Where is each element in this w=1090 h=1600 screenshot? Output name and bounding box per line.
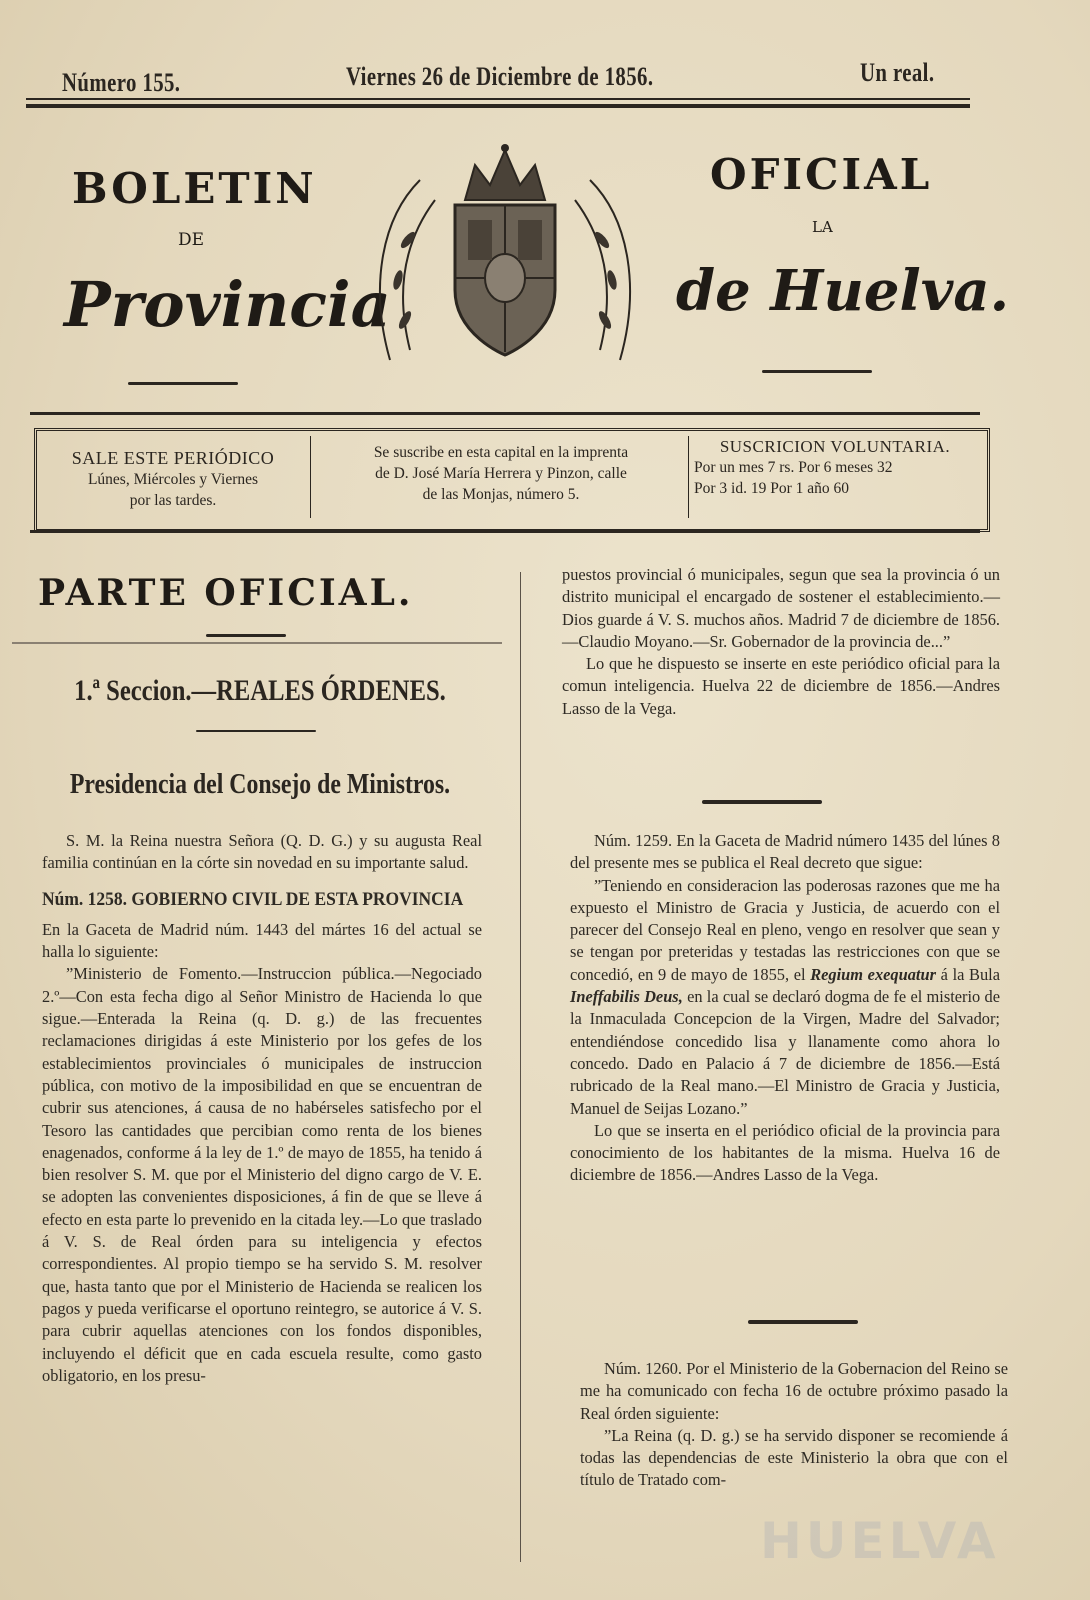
infobox-top-rule <box>30 412 980 415</box>
title-ornament-left <box>128 382 238 385</box>
infobox-right-title: SUSCRICION VOLUNTARIA. <box>719 437 951 456</box>
huelva-watermark: HUELVA <box>760 1512 1000 1570</box>
issue-price: Un real. <box>860 58 935 87</box>
n1259-paragraph-2 <box>570 875 1000 1120</box>
title-la: LA <box>812 218 833 236</box>
infobox-divider-1 <box>310 436 311 518</box>
n1259-text-c: en la cual se declaró dogma de fe el misterio de la Inmaculada Concepcion de la Virgen, Madre del Salvador; entendiéndose concedido lisa y llanamente como ahora lo concedo. Dado en Palacio á 7 de diciembre de 1856.—Está rubricado de la Real mano.—El Ministro de Gracia y Justicia, Manuel de Seijas Lozano.” <box>570 987 1000 1118</box>
infobox-left-line3: por las tardes. <box>129 492 217 509</box>
title-boletin: BOLETIN <box>72 164 317 213</box>
continuation-paragraph-2: Lo que he dispuesto se inserte en este periódico oficial para la comun inteligencia. Huelva 22 de diciembre de 1856.—Andres Lasso de la Vega. <box>562 654 1000 718</box>
n1260-block <box>580 1358 1008 1492</box>
n1258-paragraph-1: En la Gaceta de Madrid núm. 1443 del mártes 16 del actual se halla lo siguiente: <box>42 919 482 962</box>
n1259-paragraph-3: Lo que se inserta en el periódico oficial de la provincia para conocimiento de los habitantes de la misma. Huelva 16 de diciembre de 1856.—Andres Lasso de la Vega. <box>570 1120 1000 1185</box>
parte-oficial-rule <box>12 642 502 644</box>
subsection-reales-ordenes: 1.ª Seccion.—REALES ÓRDENES. <box>74 674 446 707</box>
infobox-left-line2: Lúnes, Miércoles y Viernes <box>87 471 259 488</box>
infobox-right <box>694 436 976 499</box>
title-de-huelva: de Huelva. <box>676 258 1010 324</box>
n1259-text-a: ”Teniendo en consideracion las poderosas razones que me ha expuesto el Ministro de Gracia y Justicia, de acuerdo con el parecer del Consejo Real en pleno, vengo en resolver que sean y se tengan por preteridas y testadas las restricciones con que se concedió, en 9 de mayo de 1855, el <box>570 875 1000 984</box>
infobox-left <box>42 448 304 511</box>
issue-date: Viernes 26 de Diciembre de 1856. <box>346 62 654 91</box>
n1260-paragraph-2: ”La Reina (q. D. g.) se ha servido disponer se recomiende á todas las dependencias de este Ministerio la obra que con el título de Tratado com- <box>580 1425 1008 1490</box>
infobox-divider-2 <box>688 436 689 518</box>
masthead-rule <box>26 98 970 100</box>
parte-oficial-ornament <box>206 634 286 637</box>
coat-of-arms-icon <box>350 140 660 380</box>
n1259-italic-regium: Regium exequatur <box>810 964 936 984</box>
n1259-paragraph-1: Núm. 1259. En la Gaceta de Madrid número 1435 del lúnes 8 del presente mes se publica el Real decreto que sigue: <box>570 831 1000 873</box>
n1260-paragraph-1: Núm. 1260. Por el Ministerio de la Gobernacion del Reino se me ha comunicado con fecha 16 de octubre próximo pasado la Real órden siguiente: <box>580 1359 1008 1423</box>
n1258-heading: Núm. 1258. GOBIERNO CIVIL DE ESTA PROVINCIA <box>42 888 464 910</box>
title-provincia: Provincia <box>64 268 391 341</box>
infobox-middle-line1: Se suscribe en esta capital en la imprenta <box>373 444 629 461</box>
infobox-middle-line2: de D. José María Herrera y Pinzon, calle <box>375 465 627 482</box>
n1258-paragraph-2: ”Ministerio de Fomento.—Instruccion pública.—Negociado 2.º—Con esta fecha digo al Señor Ministro de Hacienda lo que sigue.—Enterada la Reina (q. D. g.) de las frecuentes reclamaciones dirigidas á este Ministerio por los gefes de los establecimientos provinciales ó municipales de instruccion pública, con motivo de la imposibilidad en que se encuentran de cubrir sus atenciones, á causa de no habérseles satisfecho por el Tesoro las cantidades que percibian como renta de los bienes enagenados, conforme á la ley de 1.º de mayo de 1855, ha tenido á bien resolver S. M. que por el Ministerio del digno cargo de V. E. se adopten las convenientes disposiciones, á fin de que se lleve á efecto en esta parte lo prevenido en la citada ley.—Lo que traslado á V. S. de Real órden para su inteligencia y efectos correspondientes. Al propio tiempo se ha servido S. M. resolver que, hasta tanto que por el Ministerio de Hacienda se realicen los pagos y pueda verificarse el oportuno reintegro, se autorice á V. S. para cubrir aquellas atenciones con los fondos disponibles, incluyendo el déficit que en cada escuela resulte, como gasto obligatorio, en los presu- <box>42 964 482 1385</box>
separator-2 <box>748 1320 858 1324</box>
column-divider <box>520 572 521 1562</box>
n1259-italic-ineffabilis: Ineffabilis Deus, <box>570 987 683 1007</box>
issue-number: Número 155. <box>62 68 181 97</box>
right-column-text-top <box>562 564 1000 720</box>
title-oficial: OFICIAL <box>710 150 933 199</box>
separator-1 <box>702 800 822 804</box>
presidencia-heading: Presidencia del Consejo de Ministros. <box>69 768 451 800</box>
infobox-middle <box>320 442 682 505</box>
masthead-rule-thick <box>26 104 970 108</box>
n1259-text-b: á la Bula <box>940 964 1001 984</box>
infobox-right-line3: Por 3 id. 19 Por 1 año 60 <box>694 480 849 497</box>
infobox-middle-line3: de las Monjas, número 5. <box>422 486 580 503</box>
infobox-left-title: SALE ESTE PERIÓDICO <box>71 448 275 468</box>
continuation-paragraph: puestos provincial ó municipales, segun que sea la provincia ó un distrito municipal el encargado de sostener el establecimiento.—Dios guarde á V. S. muchos años. Madrid 7 de diciembre de 1856.—Claudio Moyano.—Sr. Gobernador de la provincia de...” <box>562 565 1000 651</box>
parte-oficial-title: PARTE OFICIAL. <box>38 572 414 614</box>
presidencia-paragraph: S. M. la Reina nuestra Señora (Q. D. G.) y su augusta Real familia continúan en la córte sin novedad en su importante salud. <box>42 831 482 873</box>
left-column-text <box>42 830 482 1387</box>
title-de: DE <box>178 230 205 250</box>
infobox-right-line2: Por un mes 7 rs. Por 6 meses 32 <box>694 459 893 476</box>
title-ornament-right <box>762 370 872 373</box>
subsection-ornament <box>196 730 316 732</box>
n1259-block <box>570 830 1000 1187</box>
infobox-bottom-rule <box>30 530 980 533</box>
